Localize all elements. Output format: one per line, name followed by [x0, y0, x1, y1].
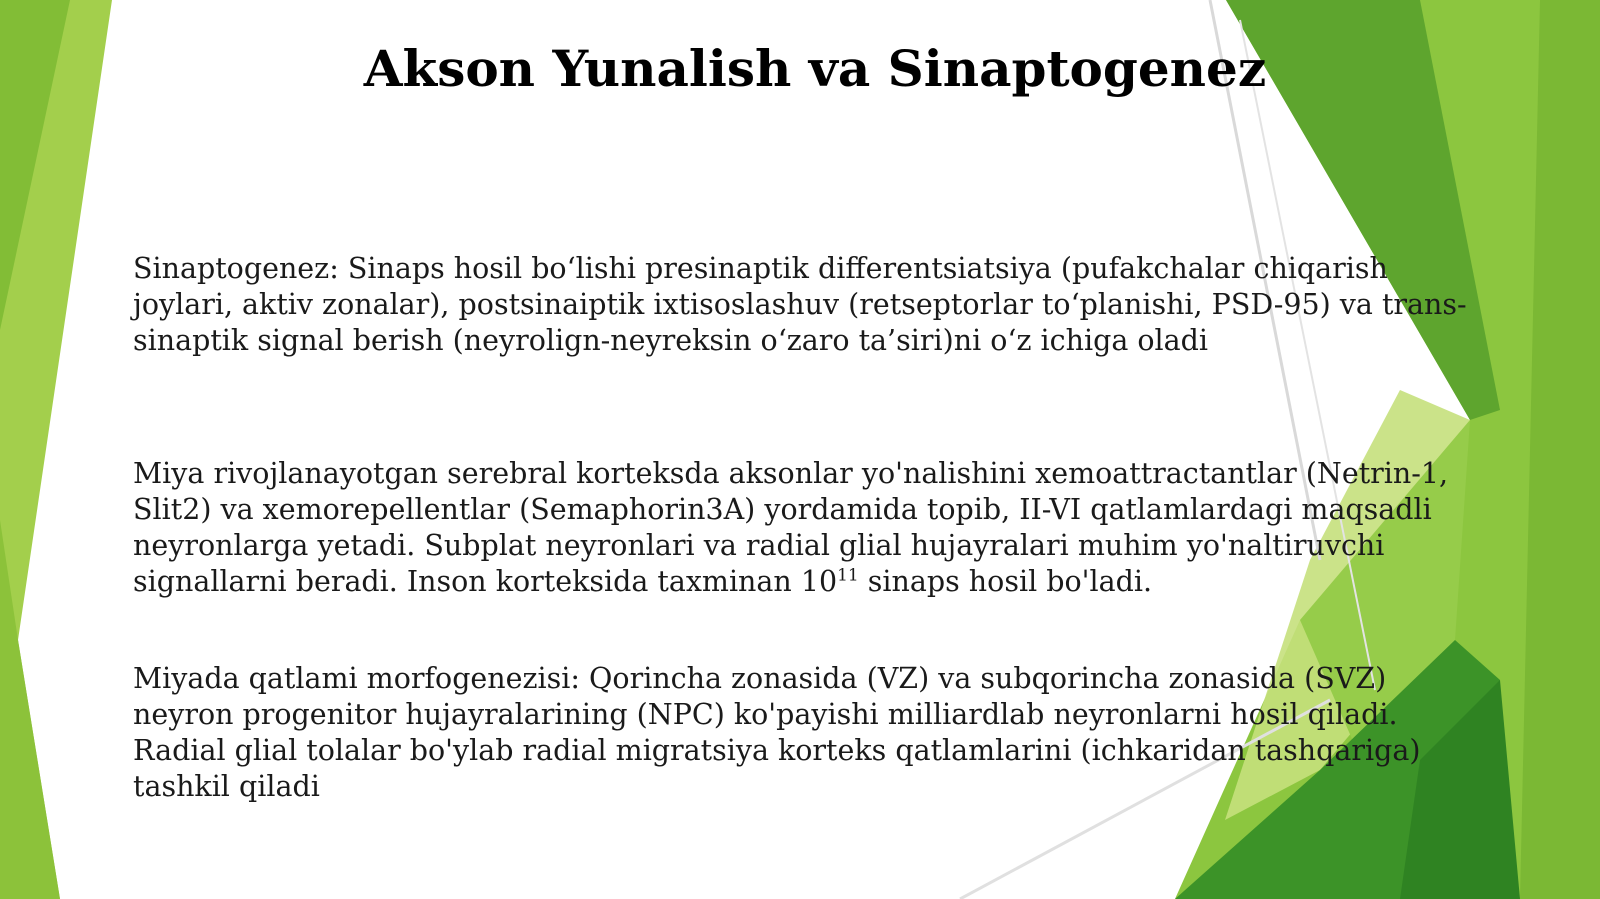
paragraph-layer-morphogenesis: Miyada qatlami morfogenezisi: Qorincha zonasida (VZ) va subqorincha zonasida (SVZ) neyron progenitor hujayralarining (NPC) ko'payishi milliardlab neyronlarni hosil qiladi. Radial glial tolalar bo'ylab radial migratsiya korteks qatlamlarini (ichkaridan tashqariga) tashkil qiladi — [133, 662, 1421, 803]
paragraph-axon-guidance — [133, 456, 1493, 600]
slide-title: Akson Yunalish va Sinaptogenez — [363, 39, 1267, 98]
superscript-exponent: 11 — [837, 565, 859, 586]
paragraph-synaptogenesis: Sinaptogenez: Sinaps hosil bo‘lishi presinaptik differentsiatsiya (pufakchalar chiqarish joylari, aktiv zonalar), postsinaiptik ixtisoslashuv (retseptorlar to‘planishi, PSD-95) va trans-sinaptik signal berish (neyrolign-neyreksin o‘zaro ta’siri)ni o‘z ichiga oladi — [133, 252, 1467, 357]
paragraph-axon-guidance-text: Miya rivojlanayotgan serebral korteksda aksonlar yo'nalishini xemoattractantlar (Netrin-1, Slit2) va xemorepellentlar (Semaphorin3A) yordamida topib, II-VI qatlamlardagi maqsadli neyronlarga yetadi. Subplat neyronlari va radial glial hujayralari muhim yo'naltiruvchi signallarni beradi. Inson korteksida taxminan 10 — [133, 457, 1449, 598]
paragraph-axon-guidance-tail: sinaps hosil bo'ladi. — [858, 565, 1153, 598]
